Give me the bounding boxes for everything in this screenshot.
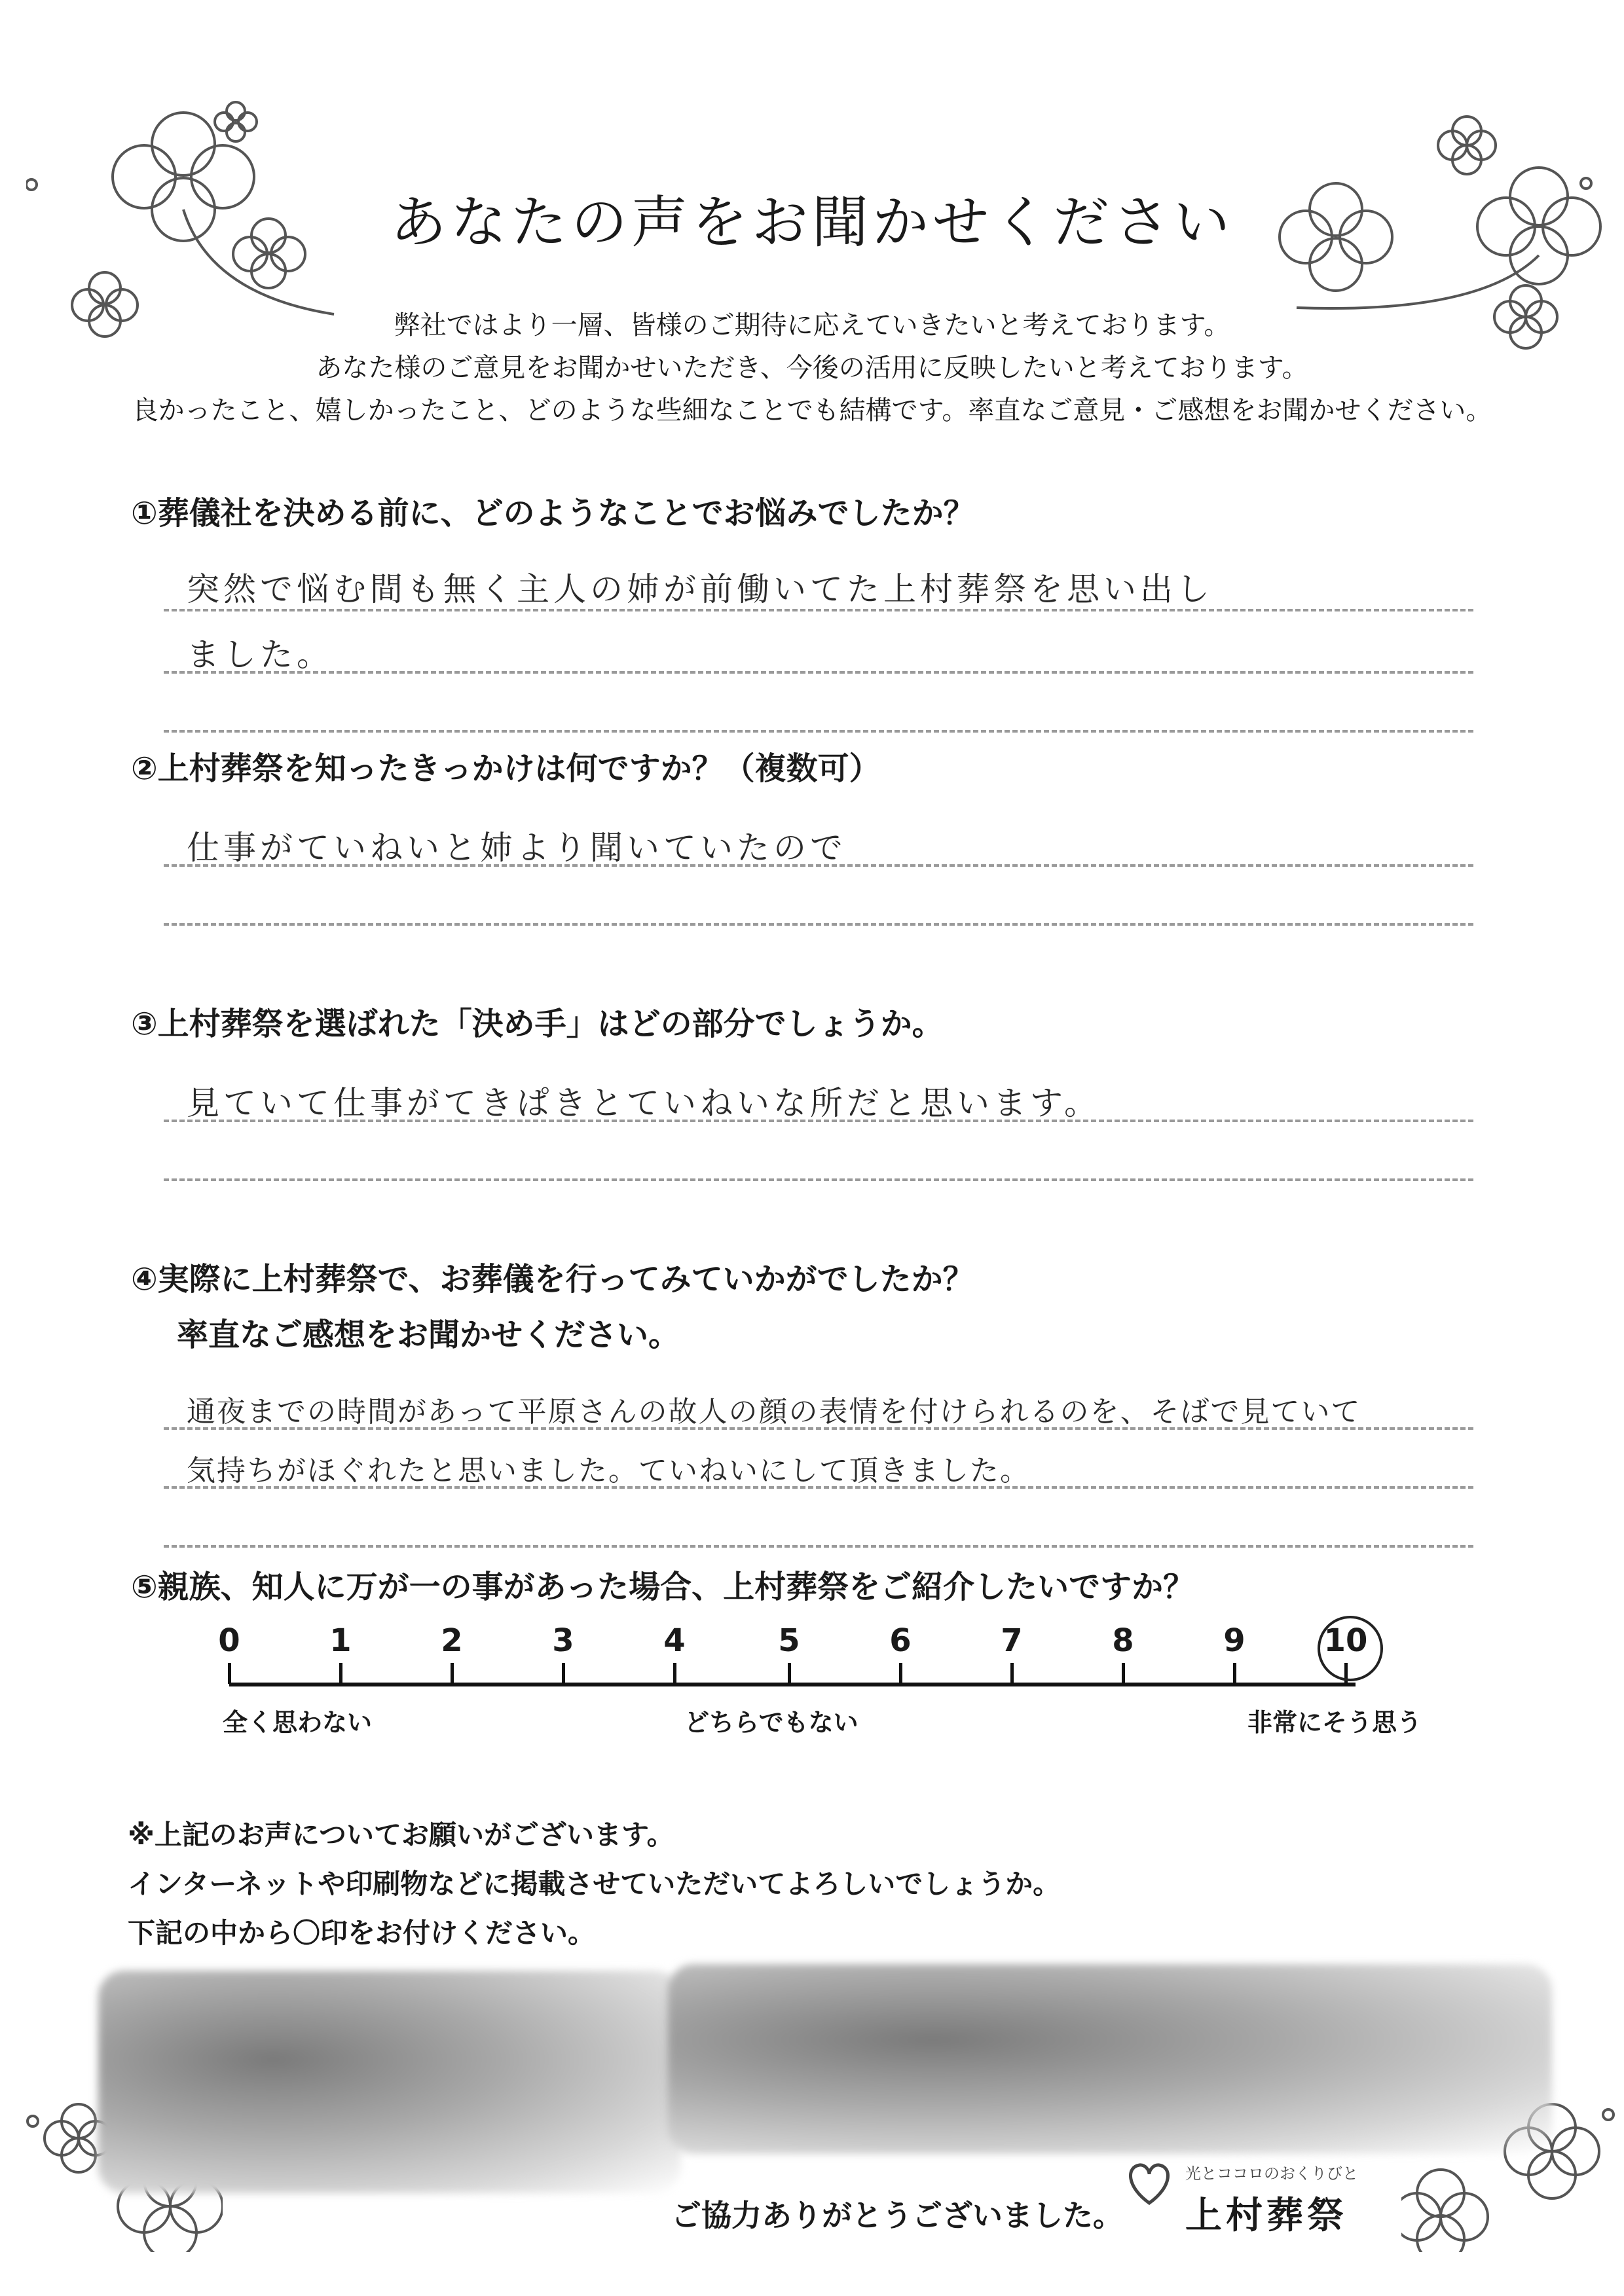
scale-tick-2 <box>451 1663 454 1684</box>
answer-line <box>164 923 1473 926</box>
redacted-area-left <box>98 1971 681 2193</box>
scale-tick-4 <box>673 1663 676 1684</box>
question-5-label: ⑤親族、知人に万が一の事があった場合、上村葬祭をご紹介したいですか？ <box>131 1569 1195 1605</box>
question-4-label: ④実際に上村葬祭で、お葬儀を行ってみていかがでしたか？ <box>131 1261 974 1298</box>
answer-line <box>164 864 1473 867</box>
scale-tick-9 <box>1233 1663 1236 1684</box>
scale-label-low: 全く思わない <box>223 1708 373 1737</box>
scale-tick-6 <box>899 1663 902 1684</box>
scale-tick-8 <box>1122 1663 1125 1684</box>
thanks-message: ご協力ありがとうございました。 <box>671 2198 1123 2233</box>
question-1-answer-line-2: ました。 <box>187 636 333 674</box>
redacted-area-right <box>668 1964 1552 2154</box>
scale-number-6[interactable]: 6 <box>889 1622 912 1659</box>
scale-number-0[interactable]: 0 <box>218 1622 240 1659</box>
brand-name: 上村葬祭 <box>1185 2195 1348 2237</box>
note-line-3: 下記の中から〇印をお付けください。 <box>128 1917 596 1949</box>
scale-tick-7 <box>1010 1663 1014 1684</box>
question-1-label: ①葬儀社を決める前に、どのようなことでお悩みでしたか？ <box>131 495 975 532</box>
intro-line-1: 弊社ではより一層、皆様のご期待に応えていきたいと考えております。 <box>394 310 1230 340</box>
scale-number-5[interactable]: 5 <box>778 1622 800 1659</box>
heart-logo-icon <box>1123 2157 1175 2210</box>
scale-number-10[interactable]: 10 <box>1323 1622 1368 1659</box>
question-3-answer-line-1: 見ていて仕事がてきぱきとていねいな所だと思います。 <box>187 1084 1101 1122</box>
scale-number-8[interactable]: 8 <box>1112 1622 1134 1659</box>
question-4-answer-line-1: 通夜までの時間があって平原さんの故人の顔の表情を付けられるのを、そばで見ていて <box>187 1395 1361 1429</box>
question-2-answer-line-1: 仕事がていねいと姉より聞いていたので <box>187 829 847 867</box>
answer-line <box>164 1178 1473 1181</box>
question-4-answer-line-2: 気持ちがほぐれたと思いました。ていねいにして頂きました。 <box>187 1454 1030 1487</box>
selected-rating-circle <box>1318 1616 1383 1681</box>
scale-label-high: 非常にそう思う <box>1247 1708 1422 1737</box>
note-line-1: ※上記のお声についてお願いがございます。 <box>128 1819 674 1851</box>
scale-tick-1 <box>339 1663 342 1684</box>
scale-number-4[interactable]: 4 <box>663 1622 686 1659</box>
question-2-label: ②上村葬祭を知ったきっかけは何ですか？（複数可） <box>131 750 881 787</box>
question-3-label: ③上村葬祭を選ばれた「決め手」はどの部分でしょうか。 <box>131 1006 944 1042</box>
scale-tick-3 <box>562 1663 565 1684</box>
scale-number-3[interactable]: 3 <box>552 1622 574 1659</box>
scale-tick-5 <box>788 1663 791 1684</box>
question-1-answer-line-1: 突然で悩む間も無く主人の姉が前働いてた上村葬祭を思い出し <box>187 570 1213 608</box>
answer-line <box>164 730 1473 733</box>
answer-line <box>164 671 1473 674</box>
page-title: あなたの声をお聞かせください <box>390 190 1234 255</box>
answer-line <box>164 609 1473 611</box>
answer-line <box>164 1545 1473 1548</box>
intro-line-2: あなた様のご意見をお聞かせいただき、今後の活用に反映したいと考えております。 <box>316 353 1308 383</box>
intro-line-3: 良かったこと、嬉しかったこと、どのような些細なことでも結構です。率直なご意見・ご感想をお聞かせください。 <box>132 395 1492 426</box>
answer-line <box>164 1120 1473 1122</box>
scale-tick-0 <box>228 1663 231 1684</box>
rating-scale-axis <box>229 1683 1356 1686</box>
answer-line <box>164 1427 1473 1430</box>
note-line-2: インターネットや印刷物などに掲載させていただいてよろしいでしょうか。 <box>128 1868 1061 1900</box>
scale-label-mid: どちらでもない <box>684 1708 858 1737</box>
scale-number-9[interactable]: 9 <box>1223 1622 1246 1659</box>
answer-line <box>164 1486 1473 1489</box>
brand-tagline: 光とココロのおくりびと <box>1185 2164 1358 2183</box>
scale-number-7[interactable]: 7 <box>1001 1622 1023 1659</box>
question-4-label-line-2: 率直なご感想をお聞かせください。 <box>177 1317 680 1353</box>
scale-number-2[interactable]: 2 <box>441 1622 463 1659</box>
scale-number-1[interactable]: 1 <box>329 1622 352 1659</box>
